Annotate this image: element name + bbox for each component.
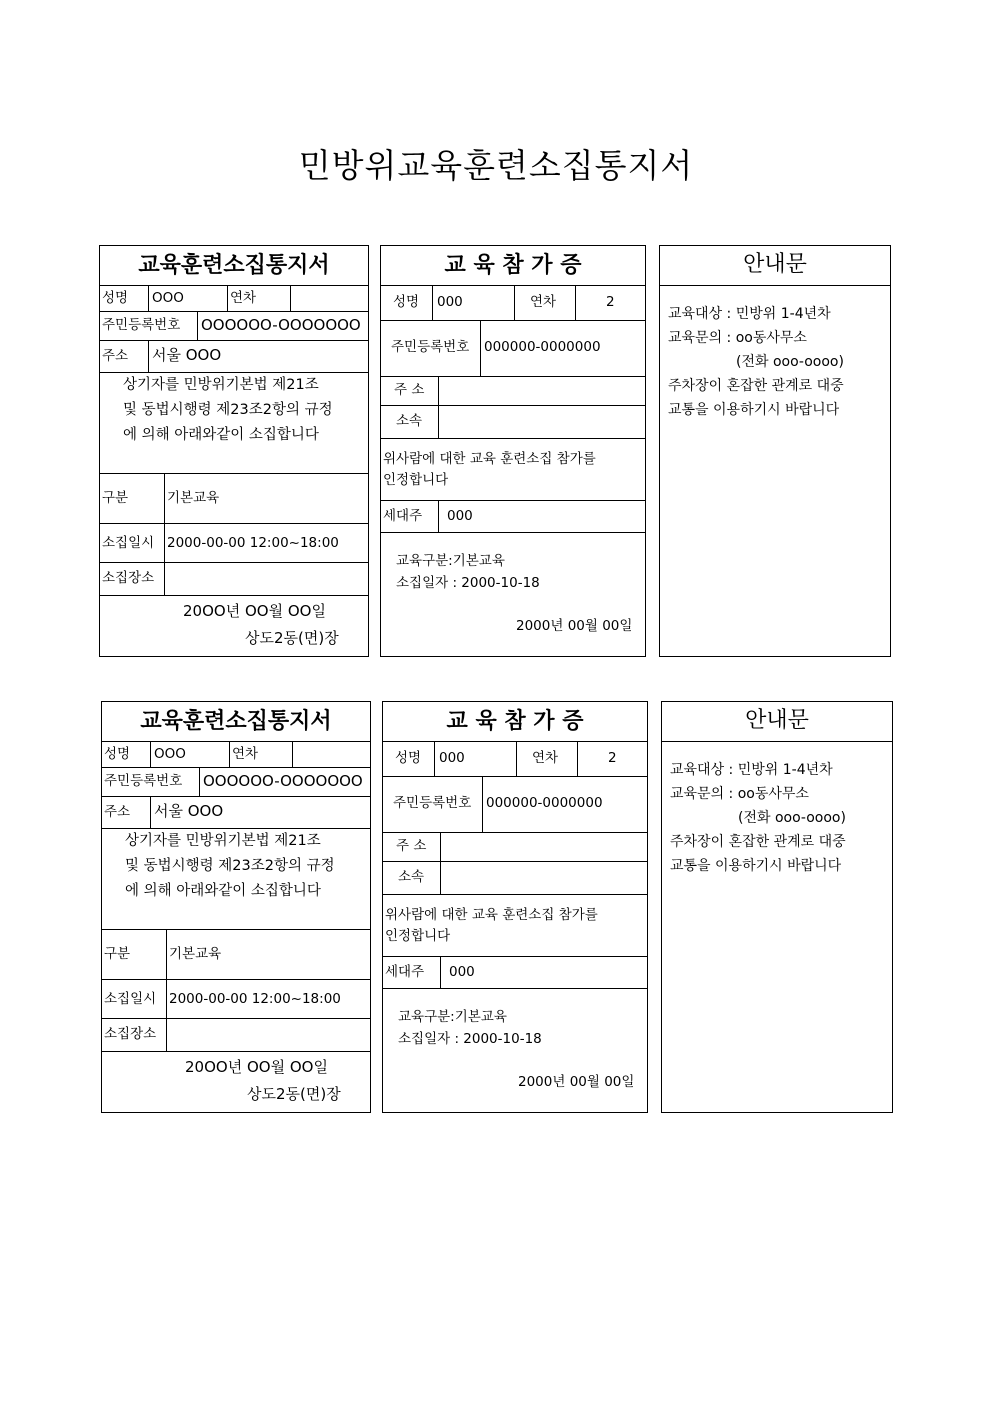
certificate-address-label: 주 소: [396, 838, 427, 854]
certificate-year-value: 2: [608, 750, 617, 766]
notice-address-label: 주소: [104, 804, 131, 820]
guide-header: 안내문: [745, 708, 809, 733]
notice-issuer: 상도2동(면)장: [245, 629, 339, 647]
certificate-issue-date: 2000년 00월 00일: [516, 618, 633, 634]
certificate-affiliation-label: 소속: [398, 869, 425, 885]
certificate-address-label: 주 소: [394, 382, 425, 398]
guide-line: (전화 ooo-oooo): [738, 810, 846, 826]
notice-body-line: 에 의해 아래와같이 소집합니다: [125, 883, 321, 899]
certificate-year-value: 2: [606, 294, 615, 310]
guide-line: 주차장이 혼잡한 관계로 대중: [670, 834, 846, 850]
certificate-call-date: 소집일자 : 2000-10-18: [398, 1031, 542, 1047]
guide-line: (전화 ooo-oooo): [736, 354, 844, 370]
certificate-rrn-value: 000000-0000000: [486, 795, 603, 811]
certificate-rrn-value: 000000-0000000: [484, 339, 601, 355]
notice-body-line: 상기자를 민방위기본법 제21조: [123, 377, 319, 393]
notice-name-label: 성명: [104, 746, 131, 762]
certificate-call-date: 소집일자 : 2000-10-18: [396, 575, 540, 591]
notice-rrn-label: 주민등록번호: [104, 773, 183, 789]
form-block: [101, 701, 893, 1113]
certificate-householder-value: 000: [449, 964, 475, 980]
certificate-edu-type: 교육구분:기본교육: [398, 1009, 507, 1025]
certificate-householder-label: 세대주: [385, 964, 425, 980]
guide-line: 교통을 이용하기시 바랍니다: [670, 858, 842, 874]
notice-rrn-value: OOOOOO-OOOOOOO: [201, 316, 361, 334]
notice-datetime-label: 소집일시: [102, 535, 155, 551]
guide-line: 교육문의 : oo동사무소: [670, 786, 809, 802]
notice-place-label: 소집장소: [102, 570, 155, 586]
certificate-rrn-label: 주민등록번호: [391, 339, 470, 355]
certificate-edu-type: 교육구분:기본교육: [396, 553, 505, 569]
certificate-householder-label: 세대주: [383, 508, 423, 524]
notice-name-value: OOO: [154, 746, 186, 762]
notice-address-label: 주소: [102, 348, 129, 364]
certificate-header: 교 육 참 가 증: [444, 252, 582, 278]
notice-header: 교육훈련소집통지서: [140, 708, 332, 734]
certificate-name-label: 성명: [395, 750, 422, 766]
notice-rrn-label: 주민등록번호: [102, 317, 181, 333]
notice-rrn-value: OOOOOO-OOOOOOO: [203, 772, 363, 790]
guide-line: 교육문의 : oo동사무소: [668, 330, 807, 346]
certificate-year-label: 연차: [530, 294, 557, 310]
notice-issue-date: 20OO년 OO월 OO일: [185, 1058, 328, 1076]
notice-place-label: 소집장소: [104, 1026, 157, 1042]
notice-address-value: 서울 OOO: [154, 802, 224, 820]
certificate-header: 교 육 참 가 증: [446, 708, 584, 734]
notice-datetime-value: 2000-00-00 12:00~18:00: [167, 535, 339, 551]
notice-category-value: 기본교육: [167, 490, 220, 506]
certificate-statement-line: 인정합니다: [385, 928, 451, 944]
page-title: 민방위교육훈련소집통지서: [298, 146, 694, 185]
notice-body-line: 상기자를 민방위기본법 제21조: [125, 833, 321, 849]
certificate-statement-line: 위사람에 대한 교육 훈련소집 참가를: [385, 907, 598, 923]
notice-year-label: 연차: [232, 746, 259, 762]
certificate-statement-line: 위사람에 대한 교육 훈련소집 참가를: [383, 451, 596, 467]
notice-header: 교육훈련소집통지서: [138, 252, 330, 278]
guide-header: 안내문: [743, 252, 807, 277]
guide-line: 주차장이 혼잡한 관계로 대중: [668, 378, 844, 394]
notice-datetime-value: 2000-00-00 12:00~18:00: [169, 991, 341, 1007]
notice-category-label: 구분: [104, 946, 131, 962]
certificate-householder-value: 000: [447, 508, 473, 524]
certificate-year-label: 연차: [532, 750, 559, 766]
notice-year-label: 연차: [230, 290, 257, 306]
notice-body-line: 에 의해 아래와같이 소집합니다: [123, 427, 319, 443]
guide-line: 교통을 이용하기시 바랍니다: [668, 402, 840, 418]
notice-issue-date: 20OO년 OO월 OO일: [183, 602, 326, 620]
notice-datetime-label: 소집일시: [104, 991, 157, 1007]
certificate-issue-date: 2000년 00월 00일: [518, 1074, 635, 1090]
certificate-statement-line: 인정합니다: [383, 472, 449, 488]
notice-category-value: 기본교육: [169, 946, 222, 962]
certificate-name-value: 000: [439, 750, 465, 766]
notice-issuer: 상도2동(면)장: [247, 1085, 341, 1103]
form-block: [99, 245, 891, 657]
certificate-affiliation-label: 소속: [396, 413, 423, 429]
certificate-name-value: 000: [437, 294, 463, 310]
notice-address-value: 서울 OOO: [152, 346, 222, 364]
notice-name-value: OOO: [152, 290, 184, 306]
notice-body-line: 및 동법시행령 제23조2항의 규정: [125, 858, 335, 874]
notice-category-label: 구분: [102, 490, 129, 506]
certificate-rrn-label: 주민등록번호: [393, 795, 472, 811]
notice-body-line: 및 동법시행령 제23조2항의 규정: [123, 402, 333, 418]
notice-name-label: 성명: [102, 290, 129, 306]
guide-line: 교육대상 : 민방위 1-4년차: [670, 762, 833, 778]
guide-line: 교육대상 : 민방위 1-4년차: [668, 306, 831, 322]
certificate-name-label: 성명: [393, 294, 420, 310]
